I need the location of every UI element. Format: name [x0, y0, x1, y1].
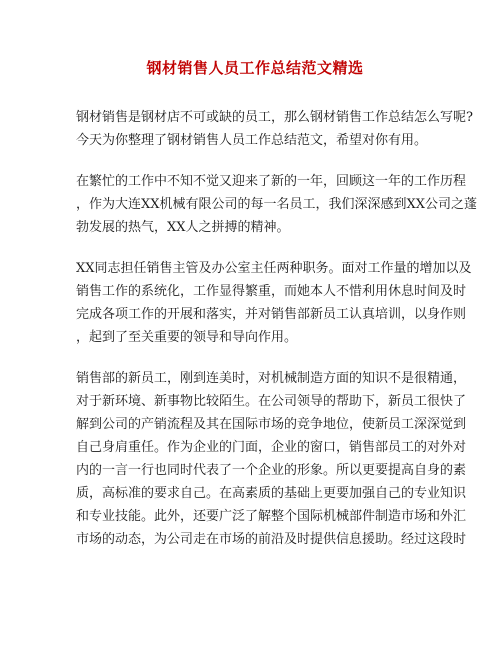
- paragraph-line: 销售部的新员工，刚到连美时，对机械制造方面的知识不是很精通，: [76, 371, 467, 386]
- paragraph-line: 质，高标准的要求自己。在高素质的基础上更要加强自己的专业知识: [76, 486, 467, 501]
- paragraph-line: 内的一言一行也同时代表了一个企业的形象。所以更要提高自身的素: [76, 463, 467, 478]
- paragraph-line: 和专业技能。此外，还要广泛了解整个国际机械部件制造市场和外汇: [76, 509, 467, 524]
- paragraph-supervisor: [76, 257, 472, 349]
- paragraph-line: 自己身肩重任。作为企业的门面，企业的窗口，销售部员工的对外对: [76, 440, 467, 455]
- paragraph-line: 对于新环境、新事物比较陌生。在公司领导的帮助下，新员工很快了: [76, 394, 467, 409]
- document-title: 钢材销售人员工作总结范文精选: [146, 59, 364, 77]
- paragraph-line: 勃发展的热气，XX人之拼搏的精神。: [76, 220, 290, 235]
- paragraph-line: 今天为你整理了钢材销售人员工作总结范文，希望对你有用。: [76, 133, 428, 148]
- paragraph-line: 销售工作的系统化，工作显得繁重，而她本人不惜利用休息时间及时: [76, 284, 467, 299]
- paragraph-line: 在繁忙的工作中不知不觉又迎来了新的一年，回顾这一年的工作历程: [76, 174, 467, 189]
- paragraph-line: ，作为大连XX机械有限公司的每一名员工，我们深深感到XX公司之蓬: [76, 197, 478, 212]
- paragraph-line: 完成各项工作的开展和落实，并对销售部新员工认真培训，以身作则: [76, 307, 467, 322]
- paragraph-line: ，起到了至关重要的领导和导向作用。: [76, 330, 298, 345]
- paragraph-line: 钢材销售是钢材店不可或缺的员工，那么钢材销售工作总结怎么写呢?: [76, 110, 473, 125]
- paragraph-new-staff: [76, 367, 467, 551]
- paragraph-line: 市场的动态，为公司走在市场的前沿及时提供信息援助。经过这段时: [76, 532, 467, 547]
- paragraph-review: [76, 170, 478, 239]
- paragraph-line: 解到公司的产销流程及其在国际市场的竞争地位，使新员工深深觉到: [76, 417, 467, 432]
- paragraph-intro: [76, 106, 473, 152]
- paragraph-line: XX同志担任销售主管及办公室主任两种职务。面对工作量的增加以及: [76, 261, 472, 276]
